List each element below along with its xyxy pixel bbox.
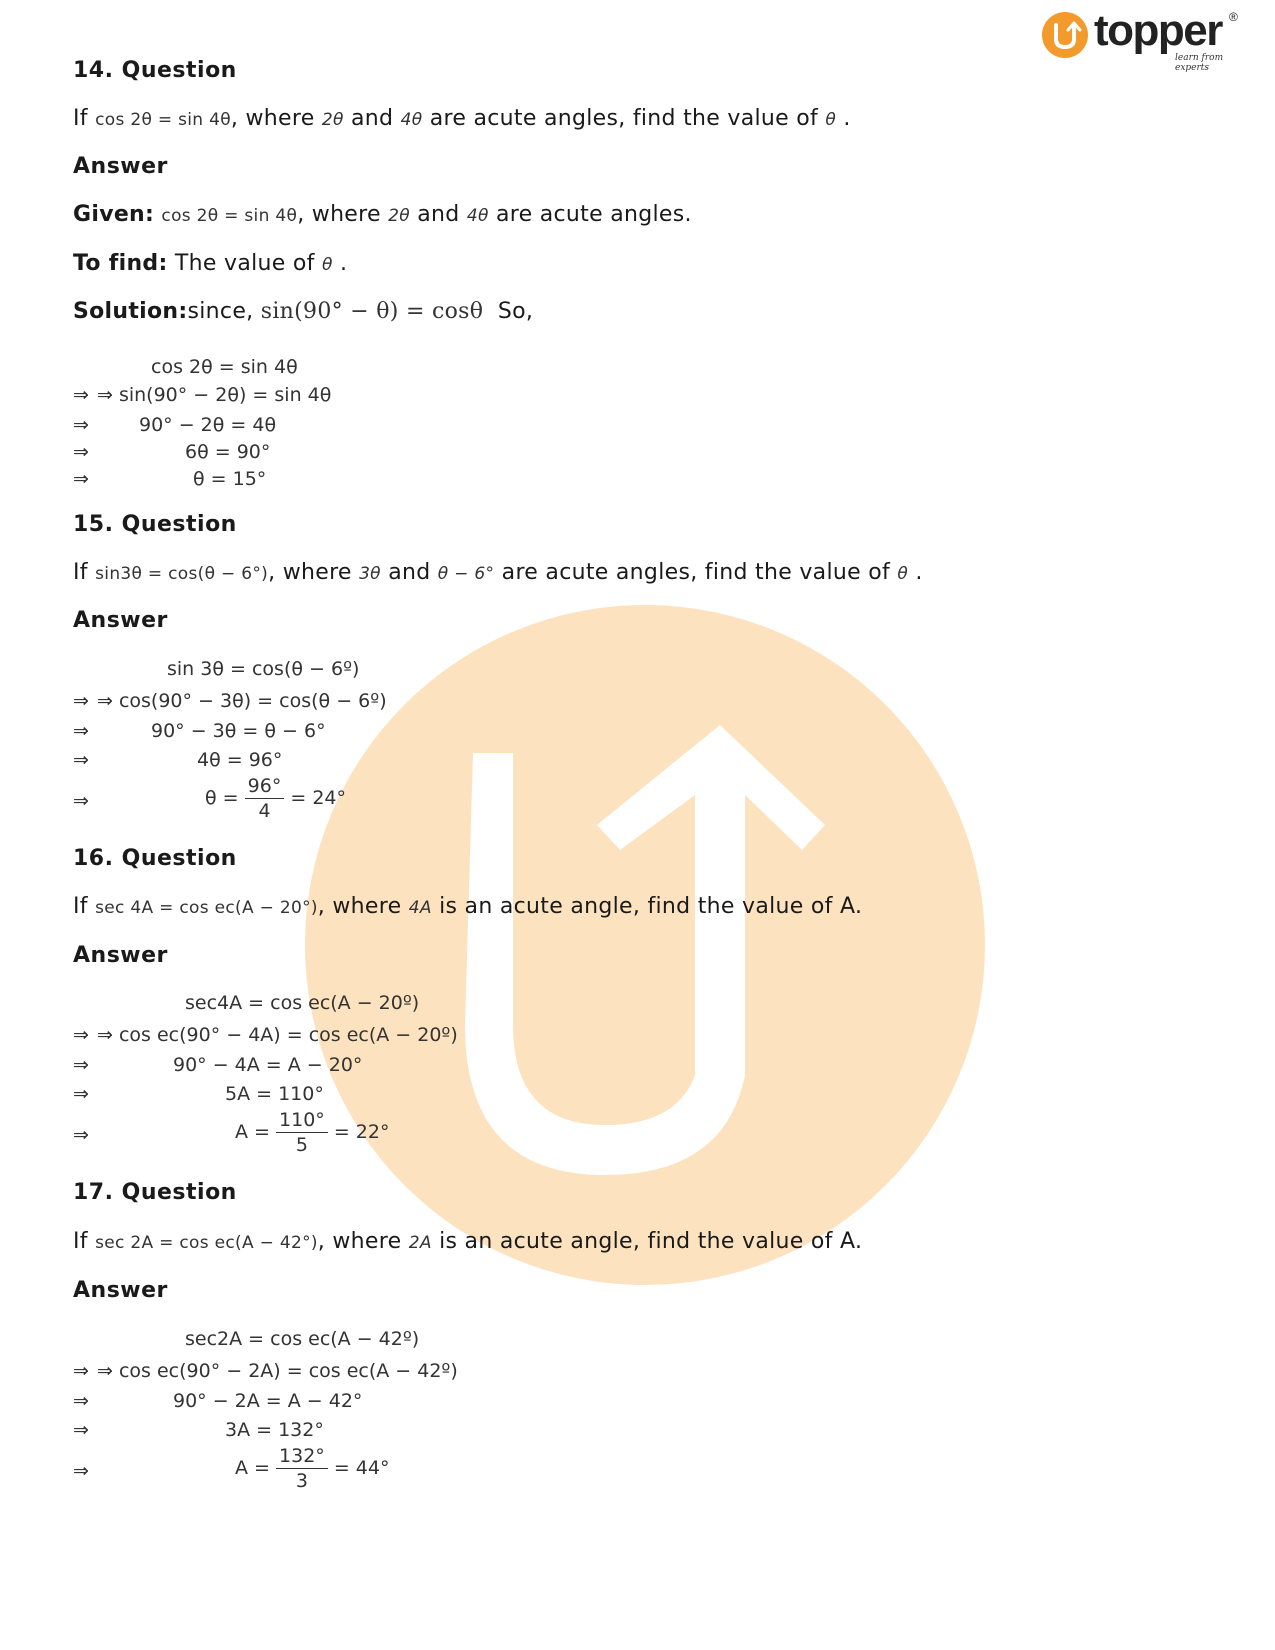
question-text-17: If sec 2A = cos ec(A − 42°), where 2A is an acute angle, find the value of A.: [73, 1229, 863, 1254]
implies-symbol: ⇒: [73, 1124, 89, 1146]
question-text-15: If sin3θ = cos(θ − 6°), where 3θ and θ − 6° are acute angles, find the value of θ .: [73, 560, 923, 585]
implies-symbol: ⇒: [73, 1054, 89, 1076]
fraction: $\frac{96^\circ}{4}$: [245, 774, 285, 823]
implies-symbol: ⇒: [73, 414, 89, 436]
answer-label-15: Answer: [73, 608, 168, 633]
brand-logo: [1042, 6, 1242, 73]
to-find-line-14: To find: The value of θ .: [73, 251, 348, 276]
step: 6θ = 90°: [185, 441, 271, 463]
step: sec4A = cos ec(A − 20º): [185, 992, 420, 1014]
implies-symbol: ⇒: [73, 468, 89, 490]
step: 3A = 132°: [225, 1419, 324, 1441]
logo-registered-mark: ®: [1229, 10, 1238, 24]
implies-symbol: ⇒: [73, 1024, 89, 1046]
question-text-14: If cos 2θ = sin 4θ, where 2θ and 4θ are acute angles, find the value of θ .: [73, 106, 851, 131]
implies-symbol: ⇒: [73, 1083, 89, 1105]
logo-tagline: learn from experts: [1175, 53, 1224, 73]
step: ⇒ cos ec(90° − 4A) = cos ec(A − 20º): [97, 1024, 458, 1046]
step: 90° − 2A = A − 42°: [173, 1390, 363, 1412]
step: 4θ = 96°: [197, 749, 283, 771]
step: ⇒ cos ec(90° − 2A) = cos ec(A − 42º): [97, 1360, 458, 1382]
step: 90° − 2θ = 4θ: [139, 414, 277, 436]
step: θ = 15°: [193, 468, 267, 490]
question-text-16: If sec 4A = cos ec(A − 20°), where 4A is an acute angle, find the value of A.: [73, 894, 863, 919]
implies-symbol: ⇒: [73, 1460, 89, 1482]
question-heading-16: 16. Question: [73, 846, 237, 871]
answer-label-16: Answer: [73, 943, 168, 968]
answer-label-17: Answer: [73, 1278, 168, 1303]
step: sec2A = cos ec(A − 42º): [185, 1328, 420, 1350]
step: ⇒ sin(90° − 2θ) = sin 4θ: [97, 384, 332, 406]
question-heading-15: 15. Question: [73, 512, 237, 537]
logo-wordmark: topper: [1094, 6, 1222, 55]
implies-symbol: ⇒: [73, 790, 89, 812]
final-step: θ = $\frac{96^\circ}{4}$ = 24°: [205, 775, 347, 822]
implies-symbol: ⇒: [73, 441, 89, 463]
step: 90° − 4A = A − 20°: [173, 1054, 363, 1076]
step: sin 3θ = cos(θ − 6º): [167, 658, 360, 680]
final-step: A = $\frac{110^\circ}{5}$ = 22°: [235, 1109, 390, 1156]
given-line-14: Given: cos 2θ = sin 4θ, where 2θ and 4θ are acute angles.: [73, 202, 692, 227]
step: 5A = 110°: [225, 1083, 324, 1105]
implies-symbol: ⇒: [73, 1360, 89, 1382]
fraction: $\frac{110^\circ}{5}$: [276, 1108, 328, 1157]
step: cos 2θ = sin 4θ: [151, 356, 298, 378]
solution-line-14: Solution:since, sin(90° − θ) = cosθ So,: [73, 299, 534, 324]
implies-symbol: ⇒: [73, 1390, 89, 1412]
implies-symbol: ⇒: [73, 690, 89, 712]
question-heading-17: 17. Question: [73, 1180, 237, 1205]
implies-symbol: ⇒: [73, 720, 89, 742]
implies-symbol: ⇒: [73, 749, 89, 771]
step: ⇒ cos(90° − 3θ) = cos(θ − 6º): [97, 690, 387, 712]
question-heading-14: 14. Question: [73, 58, 237, 83]
implies-symbol: ⇒: [73, 384, 89, 406]
fraction: $\frac{132^\circ}{3}$: [276, 1444, 328, 1493]
implies-symbol: ⇒: [73, 1419, 89, 1441]
step: 90° − 3θ = θ − 6°: [151, 720, 326, 742]
logo-badge-icon: [1042, 12, 1088, 58]
watermark-logo: [305, 605, 985, 1285]
answer-label-14: Answer: [73, 154, 168, 179]
final-step: A = $\frac{132^\circ}{3}$ = 44°: [235, 1445, 390, 1492]
